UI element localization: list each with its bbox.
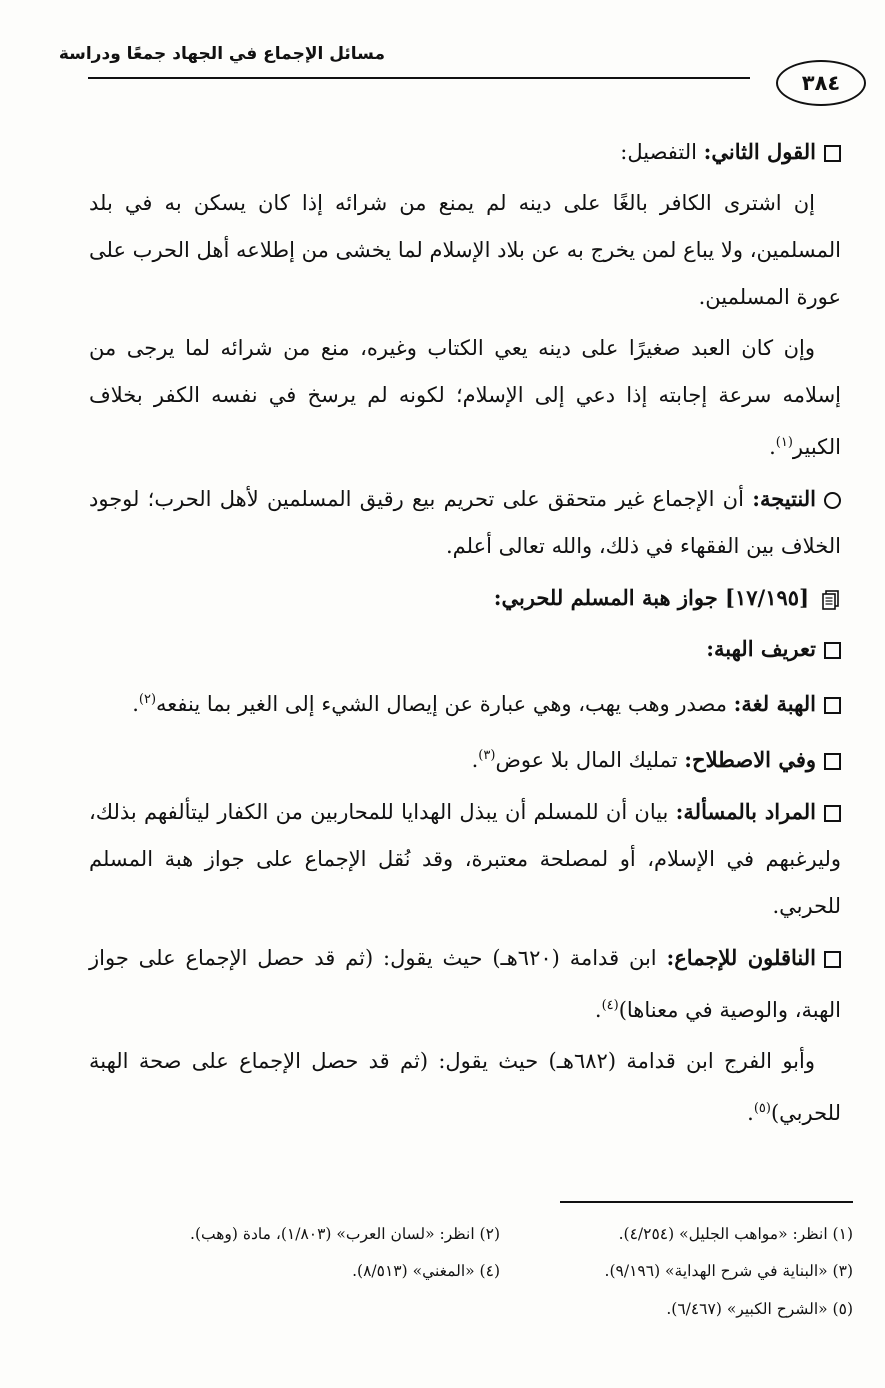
square-bullet-icon (824, 642, 841, 659)
footnote-separator (560, 1201, 853, 1203)
paragraph-technical: وفي الاصطلاح: تمليك المال بلا عوض$^{(٣)}$. (89, 732, 841, 784)
footnote-2: (٢) انظر: «لسان العرب» (١/٨٠٣)، مادة (وهب). (190, 1225, 500, 1243)
footnote-ref[interactable]: (٢) (138, 692, 157, 707)
paragraph-text: وإن كان العبد صغيرًا على دينه يعي الكتاب وغيره، منع من شرائه لما يرجى من إسلامه سرعة إجابته إذا دعي إلى الإسلام؛ لكونه لم يرسخ في نفسه الكفر بخلاف الكبير$^{(١)}$. (89, 336, 841, 459)
paragraph-lexical: الهبة لغة: مصدر وهب يهب، وهي عبارة عن إيصال الشيء إلى الغير بما ينفعه$^{(٢)}$. (89, 676, 841, 728)
square-bullet-icon (824, 753, 841, 770)
footnote-ref[interactable]: (٤) (601, 998, 619, 1013)
subheading-definition: تعريف الهبة: (89, 625, 841, 672)
circle-bullet-icon (824, 492, 841, 509)
section-heading: [١٧/١٩٥] جواز هبة المسلم للحربي: (89, 574, 841, 621)
paragraph-transmitters: الناقلون للإجماع: ابن قدامة (٦٢٠هـ) حيث يقول: (ثم قد حصل الإجماع على جواز الهبة، والوصية في معناها)$^{(٤)}$. (89, 945, 841, 1022)
paragraph-text: وأبو الفرج ابن قدامة (٦٨٢هـ) حيث يقول: (ثم قد حصل الإجماع على صحة الهبة للحربي)$^{(٥)}$. (89, 1049, 841, 1125)
square-bullet-icon (824, 805, 841, 822)
square-bullet-icon (824, 145, 841, 162)
header-rule (88, 77, 750, 79)
footnote-5: (٥) «الشرح الكبير» (٦/٤٦٧). (666, 1300, 853, 1318)
footnote-ref[interactable]: (٥) (753, 1101, 771, 1116)
footnote-4: (٤) «المغني» (٨/٥١٣). (352, 1262, 500, 1280)
footnote-ref[interactable]: (٣) (478, 748, 496, 763)
paragraph-text: إن اشترى الكافر بالغًا على دينه لم يمنع من شرائه إذا كان يسكن به في بلد المسلمين، ولا يباع لمن يخرج به عن بلاد الإسلام لما يخشى من إطلاعه أهل الحرب على عورة المسلمين. (89, 191, 841, 309)
footnote-1: (١) انظر: «مواهب الجليل» (٤/٢٥٤). (618, 1225, 853, 1243)
square-bullet-icon (824, 951, 841, 968)
main-text (89, 128, 841, 1141)
paragraph-heading: النتيجة: (752, 486, 816, 511)
paragraph-second-opinion: القول الثاني: التفصيل: (89, 128, 841, 176)
footnote-3: (٣) «البناية في شرح الهداية» (٩/١٩٦). (604, 1262, 853, 1280)
paragraph-heading: القول الثاني: (703, 139, 816, 164)
running-header-title: مسائل الإجماع في الجهاد جمعًا ودراسة (58, 44, 385, 64)
documents-icon (819, 589, 841, 611)
page-number: ٣٨٤ (776, 60, 866, 106)
footnote-ref[interactable]: (١) (775, 435, 793, 450)
paragraph-result: النتيجة: أن الإجماع غير متحقق على تحريم بيع رقيق المسلمين لأهل الحرب؛ لوجود الخلاف بين الفقهاء في ذلك، والله تعالى أعلم. (89, 486, 841, 558)
paragraph-intended: المراد بالمسألة: بيان أن للمسلم أن يبذل الهدايا للمحاربين من الكفار ليتألفهم بذلك، وليرغبهم في الإسلام، أو لمصلحة معتبرة، وقد نُقل الإجماع على جواز هبة المسلم للحربي. (89, 799, 841, 918)
square-bullet-icon (824, 697, 841, 714)
